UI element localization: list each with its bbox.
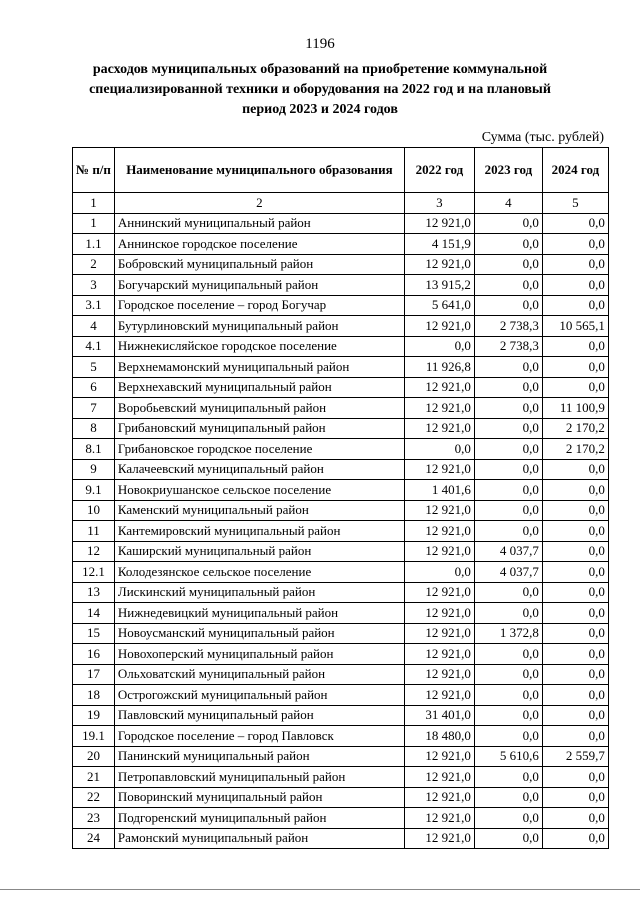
amount-2024: 10 565,1 (542, 316, 608, 337)
row-number: 1.1 (73, 234, 115, 255)
table-row (73, 357, 609, 378)
amount-2022: 12 921,0 (404, 500, 474, 521)
row-number: 17 (73, 664, 115, 685)
amount-2022: 12 921,0 (404, 521, 474, 542)
column-index: 2 (114, 193, 404, 214)
row-number: 8.1 (73, 439, 115, 460)
amount-2023: 4 037,7 (474, 562, 542, 583)
municipality-name: Новоусманский муниципальный район (114, 623, 404, 644)
amount-2023: 0,0 (474, 275, 542, 296)
amount-2023: 4 037,7 (474, 541, 542, 562)
page-bottom-divider (0, 889, 640, 890)
row-number: 13 (73, 582, 115, 603)
amount-2023: 0,0 (474, 357, 542, 378)
municipality-name: Подгоренский муниципальный район (114, 808, 404, 829)
amount-2022: 12 921,0 (404, 213, 474, 234)
amount-2024: 0,0 (542, 459, 608, 480)
municipality-name: Бобровский муниципальный район (114, 254, 404, 275)
table-row (73, 418, 609, 439)
table-row (73, 787, 609, 808)
amount-2024: 0,0 (542, 336, 608, 357)
amount-2024: 0,0 (542, 521, 608, 542)
municipality-name: Каменский муниципальный район (114, 500, 404, 521)
amount-2023: 5 610,6 (474, 746, 542, 767)
row-number: 4 (73, 316, 115, 337)
row-number: 24 (73, 828, 115, 849)
table-row (73, 459, 609, 480)
amount-2023: 0,0 (474, 254, 542, 275)
amount-2023: 0,0 (474, 787, 542, 808)
municipality-name: Грибановский муниципальный район (114, 418, 404, 439)
amount-2022: 12 921,0 (404, 664, 474, 685)
row-number: 7 (73, 398, 115, 419)
amount-2022: 12 921,0 (404, 316, 474, 337)
municipality-name: Поворинский муниципальный район (114, 787, 404, 808)
row-number: 6 (73, 377, 115, 398)
amount-2023: 0,0 (474, 644, 542, 665)
table-row (73, 726, 609, 747)
municipality-name: Городское поселение – город Павловск (114, 726, 404, 747)
row-number: 12.1 (73, 562, 115, 583)
amount-2022: 12 921,0 (404, 685, 474, 706)
table-row (73, 562, 609, 583)
table-row (73, 603, 609, 624)
table-row (73, 377, 609, 398)
amount-2022: 18 480,0 (404, 726, 474, 747)
amount-2023: 0,0 (474, 664, 542, 685)
municipality-name: Грибановское городское поселение (114, 439, 404, 460)
table-row (73, 480, 609, 501)
amount-2024: 0,0 (542, 254, 608, 275)
amount-2022: 12 921,0 (404, 828, 474, 849)
column-index: 1 (73, 193, 115, 214)
amount-2024: 0,0 (542, 295, 608, 316)
amount-2023: 0,0 (474, 582, 542, 603)
municipality-name: Верхнемамонский муниципальный район (114, 357, 404, 378)
row-number: 22 (73, 787, 115, 808)
amount-2022: 12 921,0 (404, 808, 474, 829)
budget-table (72, 147, 609, 849)
amount-2023: 0,0 (474, 828, 542, 849)
row-number: 21 (73, 767, 115, 788)
row-number: 10 (73, 500, 115, 521)
amount-2024: 0,0 (542, 644, 608, 665)
table-row (73, 234, 609, 255)
row-number: 4.1 (73, 336, 115, 357)
municipality-name: Петропавловский муниципальный район (114, 767, 404, 788)
header-2022: 2022 год (404, 148, 474, 193)
row-number: 3.1 (73, 295, 115, 316)
amount-2022: 12 921,0 (404, 541, 474, 562)
amount-2024: 0,0 (542, 480, 608, 501)
column-index-row (73, 193, 609, 214)
amount-2022: 12 921,0 (404, 767, 474, 788)
table-row (73, 213, 609, 234)
amount-2023: 0,0 (474, 767, 542, 788)
row-number: 18 (73, 685, 115, 706)
units-label: Сумма (тыс. рублей) (481, 130, 604, 145)
municipality-name: Кантемировский муниципальный район (114, 521, 404, 542)
row-number: 16 (73, 644, 115, 665)
table-row (73, 685, 609, 706)
amount-2022: 12 921,0 (404, 418, 474, 439)
amount-2024: 0,0 (542, 726, 608, 747)
amount-2022: 12 921,0 (404, 254, 474, 275)
table-row (73, 767, 609, 788)
amount-2023: 0,0 (474, 705, 542, 726)
amount-2024: 0,0 (542, 234, 608, 255)
table-row (73, 808, 609, 829)
amount-2022: 11 926,8 (404, 357, 474, 378)
table-row (73, 398, 609, 419)
amount-2024: 0,0 (542, 500, 608, 521)
table-row (73, 746, 609, 767)
header-number: № п/п (73, 148, 115, 193)
municipality-name: Нижнедевицкий муниципальный район (114, 603, 404, 624)
amount-2023: 0,0 (474, 480, 542, 501)
row-number: 19.1 (73, 726, 115, 747)
table-row (73, 500, 609, 521)
municipality-name: Богучарский муниципальный район (114, 275, 404, 296)
amount-2022: 12 921,0 (404, 377, 474, 398)
municipality-name: Новохоперский муниципальный район (114, 644, 404, 665)
municipality-name: Нижнекисляйское городское поселение (114, 336, 404, 357)
amount-2023: 0,0 (474, 439, 542, 460)
amount-2023: 1 372,8 (474, 623, 542, 644)
amount-2023: 0,0 (474, 377, 542, 398)
amount-2024: 0,0 (542, 808, 608, 829)
amount-2024: 0,0 (542, 787, 608, 808)
table-row (73, 295, 609, 316)
amount-2023: 2 738,3 (474, 316, 542, 337)
table-row (73, 541, 609, 562)
amount-2022: 0,0 (404, 336, 474, 357)
table-row (73, 275, 609, 296)
amount-2024: 0,0 (542, 275, 608, 296)
amount-2024: 0,0 (542, 664, 608, 685)
amount-2024: 0,0 (542, 603, 608, 624)
municipality-name: Колодезянское сельское поселение (114, 562, 404, 583)
amount-2023: 0,0 (474, 726, 542, 747)
table-row (73, 664, 609, 685)
row-number: 3 (73, 275, 115, 296)
amount-2024: 2 170,2 (542, 439, 608, 460)
municipality-name: Калачеевский муниципальный район (114, 459, 404, 480)
page-number: 1196 (305, 36, 335, 52)
amount-2023: 0,0 (474, 808, 542, 829)
amount-2024: 0,0 (542, 562, 608, 583)
amount-2022: 12 921,0 (404, 644, 474, 665)
amount-2023: 0,0 (474, 500, 542, 521)
amount-2022: 12 921,0 (404, 603, 474, 624)
header-name: Наименование муниципального образования (114, 148, 404, 193)
amount-2022: 31 401,0 (404, 705, 474, 726)
column-index: 5 (542, 193, 608, 214)
document-title: расходов муниципальных образований на приобретение коммунальной специализированной техники и оборудования на 2022 год и на плановый период 2023 и 2024 годов (89, 62, 551, 117)
municipality-name: Аннинское городское поселение (114, 234, 404, 255)
row-number: 19 (73, 705, 115, 726)
row-number: 12 (73, 541, 115, 562)
row-number: 2 (73, 254, 115, 275)
table-row (73, 521, 609, 542)
column-index: 3 (404, 193, 474, 214)
column-index: 4 (474, 193, 542, 214)
amount-2024: 0,0 (542, 357, 608, 378)
amount-2024: 0,0 (542, 623, 608, 644)
amount-2024: 0,0 (542, 828, 608, 849)
municipality-name: Острогожский муниципальный район (114, 685, 404, 706)
amount-2022: 12 921,0 (404, 459, 474, 480)
amount-2024: 2 170,2 (542, 418, 608, 439)
row-number: 15 (73, 623, 115, 644)
table-row (73, 254, 609, 275)
amount-2024: 0,0 (542, 541, 608, 562)
row-number: 20 (73, 746, 115, 767)
municipality-name: Верхнехавский муниципальный район (114, 377, 404, 398)
header-2023: 2023 год (474, 148, 542, 193)
municipality-name: Каширский муниципальный район (114, 541, 404, 562)
municipality-name: Рамонский муниципальный район (114, 828, 404, 849)
amount-2023: 0,0 (474, 295, 542, 316)
municipality-name: Панинский муниципальный район (114, 746, 404, 767)
amount-2023: 0,0 (474, 418, 542, 439)
table-row (73, 828, 609, 849)
amount-2022: 1 401,6 (404, 480, 474, 501)
amount-2024: 0,0 (542, 582, 608, 603)
table-row (73, 705, 609, 726)
amount-2022: 0,0 (404, 562, 474, 583)
amount-2022: 12 921,0 (404, 787, 474, 808)
amount-2024: 0,0 (542, 377, 608, 398)
amount-2023: 0,0 (474, 603, 542, 624)
amount-2022: 4 151,9 (404, 234, 474, 255)
amount-2022: 12 921,0 (404, 746, 474, 767)
table-row (73, 336, 609, 357)
row-number: 23 (73, 808, 115, 829)
amount-2022: 12 921,0 (404, 582, 474, 603)
header-2024: 2024 год (542, 148, 608, 193)
amount-2024: 0,0 (542, 685, 608, 706)
municipality-name: Новокриушанское сельское поселение (114, 480, 404, 501)
amount-2024: 0,0 (542, 767, 608, 788)
municipality-name: Бутурлиновский муниципальный район (114, 316, 404, 337)
amount-2023: 0,0 (474, 685, 542, 706)
table-row (73, 582, 609, 603)
row-number: 14 (73, 603, 115, 624)
row-number: 1 (73, 213, 115, 234)
amount-2022: 13 915,2 (404, 275, 474, 296)
municipality-name: Аннинский муниципальный район (114, 213, 404, 234)
municipality-name: Лискинский муниципальный район (114, 582, 404, 603)
amount-2023: 0,0 (474, 459, 542, 480)
table-row (73, 439, 609, 460)
row-number: 9.1 (73, 480, 115, 501)
municipality-name: Ольховатский муниципальный район (114, 664, 404, 685)
amount-2022: 5 641,0 (404, 295, 474, 316)
table-header-row (73, 148, 609, 193)
amount-2023: 0,0 (474, 234, 542, 255)
amount-2022: 12 921,0 (404, 623, 474, 644)
municipality-name: Городское поселение – город Богучар (114, 295, 404, 316)
municipality-name: Воробьевский муниципальный район (114, 398, 404, 419)
municipality-name: Павловский муниципальный район (114, 705, 404, 726)
table-row (73, 623, 609, 644)
amount-2024: 2 559,7 (542, 746, 608, 767)
row-number: 11 (73, 521, 115, 542)
amount-2022: 0,0 (404, 439, 474, 460)
amount-2024: 0,0 (542, 705, 608, 726)
amount-2023: 0,0 (474, 213, 542, 234)
row-number: 5 (73, 357, 115, 378)
amount-2023: 0,0 (474, 521, 542, 542)
row-number: 9 (73, 459, 115, 480)
table-row (73, 644, 609, 665)
amount-2024: 0,0 (542, 213, 608, 234)
amount-2023: 2 738,3 (474, 336, 542, 357)
row-number: 8 (73, 418, 115, 439)
amount-2022: 12 921,0 (404, 398, 474, 419)
amount-2024: 11 100,9 (542, 398, 608, 419)
table-row (73, 316, 609, 337)
amount-2023: 0,0 (474, 398, 542, 419)
